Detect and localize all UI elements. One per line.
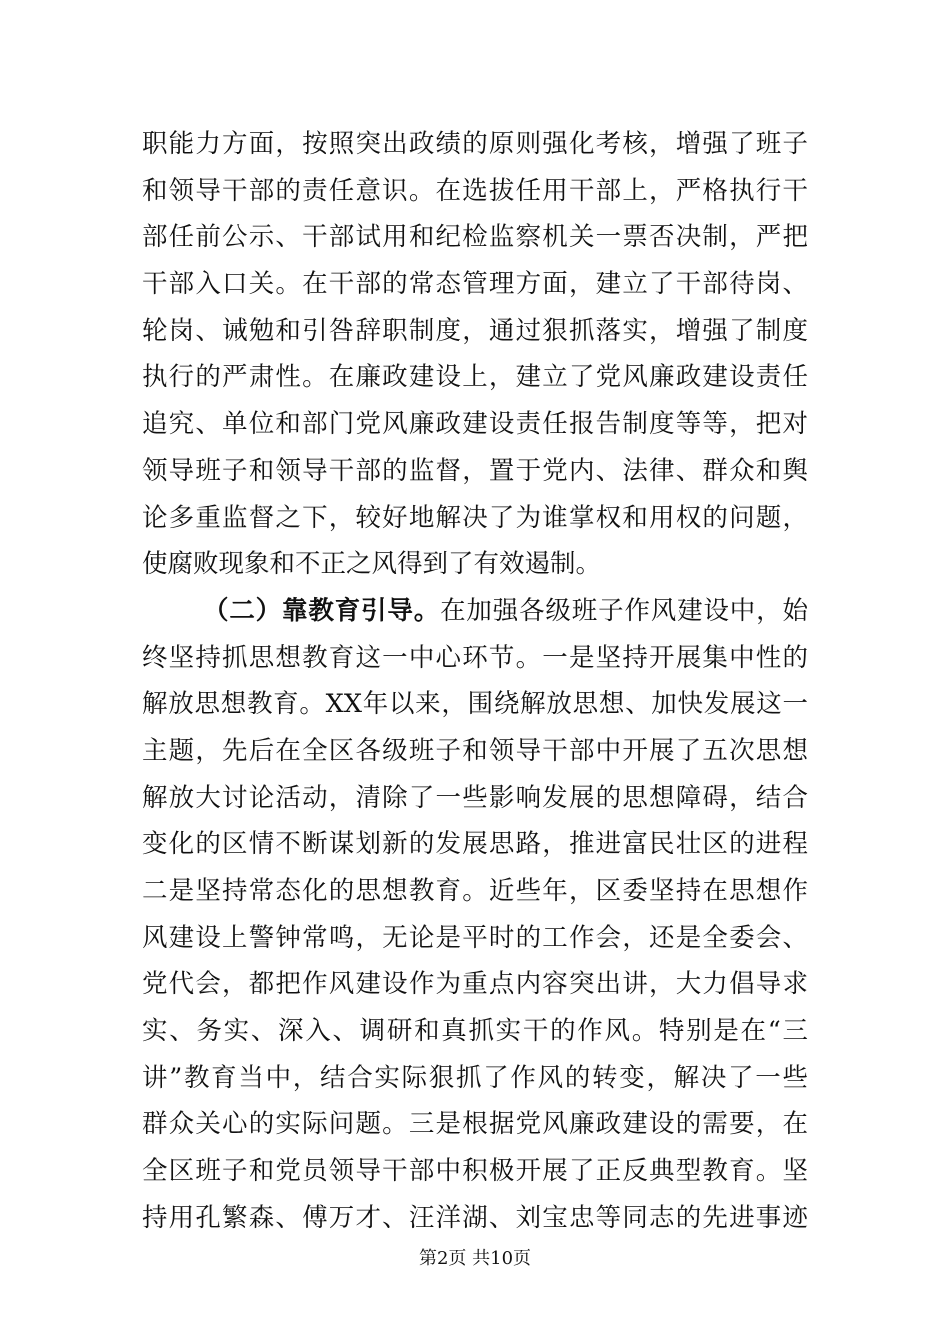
text-line: 讲”教育当中，结合实际狠抓了作风的转变，解决了一些 [142,1062,808,1093]
text-line: 执行的严肃性。在廉政建设上，建立了党风廉政建设责任 [142,362,808,393]
text-line: 领导班子和领导干部的监督，置于党内、法律、群众和舆 [142,455,808,486]
text-line: 使腐败现象和不正之风得到了有效遏制。 [142,549,602,580]
text-line: 全区班子和党员领导干部中积极开展了正反典型教育。坚 [142,1156,808,1187]
text-line: 群众关心的实际问题。三是根据党风廉政建设的需要，在 [142,1109,808,1140]
text-line: 解放大讨论活动，清除了一些影响发展的思想障碍，结合 [142,782,808,813]
text-line: 党代会，都把作风建设作为重点内容突出讲，大力倡导求 [142,969,808,1000]
text-line: 论多重监督之下，较好地解决了为谁掌权和用权的问题， [142,502,808,533]
section-heading: （二）靠教育引导。 [203,595,441,626]
text-line: 干部入口关。在干部的常态管理方面，建立了干部待岗、 [142,269,808,300]
text-line: 职能力方面，按照突出政绩的原则强化考核，增强了班子 [142,129,808,159]
text-line: 追究、单位和部门党风廉政建设责任报告制度等等，把对 [142,409,808,440]
page-footer: 第2页 共10页 [418,1248,532,1269]
text-line: 轮岗、诫勉和引咎辞职制度，通过狠抓落实，增强了制度 [142,315,808,346]
text-line: 风建设上警钟常鸣，无论是平时的工作会，还是全委会、 [142,922,808,953]
text-line: 解放思想教育。XX年以来，围绕解放思想、加快发展这一 [142,689,808,720]
text-line: 终坚持抓思想教育这一中心环节。一是坚持开展集中性的 [142,642,808,673]
text-line: 二是坚持常态化的思想教育。近些年，区委坚持在思想作 [142,876,808,906]
text-run: 在加强各级班子作风建设中，始 [440,595,808,626]
text-line: 实、务实、深入、调研和真抓实干的作风。特别是在“三 [142,1016,808,1047]
text-line: 和领导干部的责任意识。在选拔任用干部上，严格执行干 [142,175,808,206]
text-line: 变化的区情不断谋划新的发展思路，推进富民壮区的进程 [142,829,808,860]
body-text [142,121,808,1242]
text-line: 持用孔繁森、傅万才、汪洋湖、刘宝忠等同志的先进事迹 [142,1202,808,1233]
text-line: 主题，先后在全区各级班子和领导干部中开展了五次思想 [142,735,808,766]
paragraph-first-line [142,588,808,635]
text-line: 部任前公示、干部试用和纪检监察机关一票否决制，严把 [142,222,808,253]
